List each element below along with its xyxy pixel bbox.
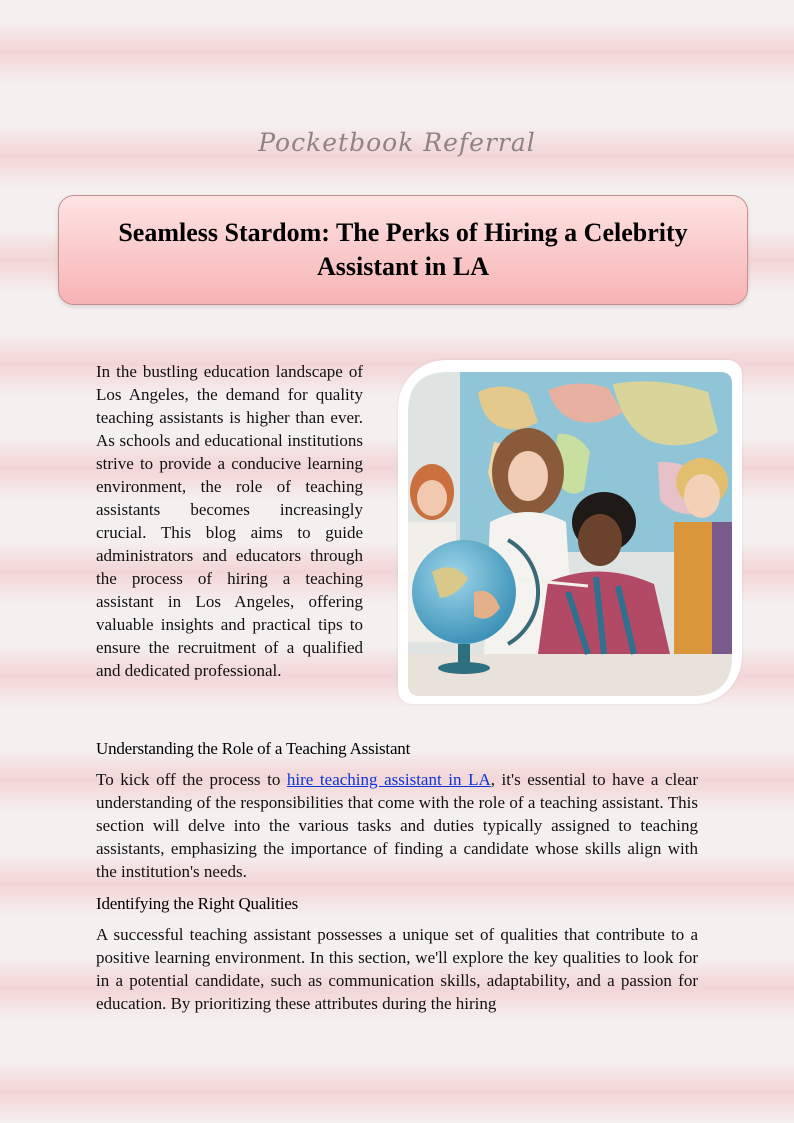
classroom-photo — [408, 372, 732, 696]
section-paragraph-role — [96, 768, 698, 883]
section-paragraph-qualities: A successful teaching assistant possesses a unique set of qualities that contribute to a positive learning environment. In this section, we'll explore the key qualities to look for in a potential candidate, such as communication skills, adaptability, and a passion for education. By prioritizing these attributes during the hiring — [96, 925, 698, 1013]
section-heading-qualities: Identifying the Right Qualities — [96, 894, 299, 913]
intro-paragraph: In the bustling education landscape of Los Angeles, the demand for quality teaching assistants is higher than ever. As schools and educational institutions strive to provide a conducive learning environment, the role of teaching assistants becomes increasingly crucial. This blog aims to guide administrators and educators through the process of hiring a teaching assistant in Los Angeles, offering valuable insights and practical tips to ensure the recruitment of a qualified and dedicated professional. — [96, 362, 363, 680]
title-banner — [58, 195, 748, 305]
photo-frame — [398, 360, 742, 704]
article-title: Seamless Stardom: The Perks of Hiring a Celebrity Assistant in LA — [118, 218, 688, 281]
paragraph-text-after-link: , it's essential to have a clear understanding of the responsibilities that come with the role of a teaching assistant. This section will delve into the various tasks and duties typically assigned to teaching assistants, emphasizing the importance of finding a candidate whose skills align with the institution's needs. — [96, 770, 698, 881]
article-body — [96, 736, 698, 1023]
paragraph-text-before-link: To kick off the process to — [96, 770, 287, 789]
brand-logo: Pocketbook Referral — [258, 128, 536, 157]
section-heading-role: Understanding the Role of a Teaching Assistant — [96, 739, 411, 758]
hire-teaching-assistant-link[interactable]: hire teaching assistant in LA — [286, 770, 491, 789]
